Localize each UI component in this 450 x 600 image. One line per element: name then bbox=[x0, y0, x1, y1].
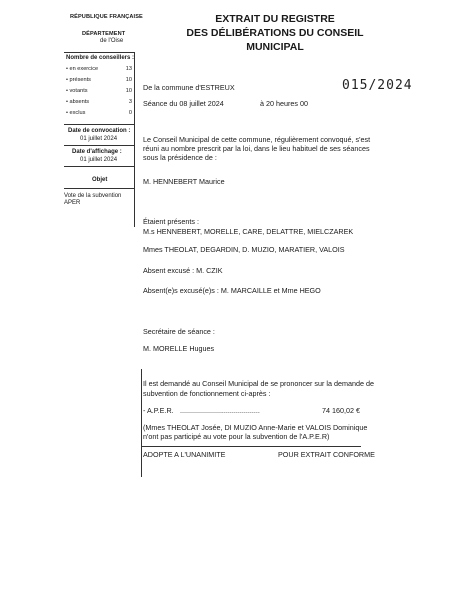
objet-text: Vote de la subvention bbox=[64, 193, 122, 199]
objet-text: APER bbox=[64, 200, 81, 206]
document-number: 015/2024 bbox=[342, 78, 413, 93]
subvention-amount: 74 160,02 € bbox=[322, 406, 360, 415]
presents-list: M.s HENNEBERT, MORELLE, CARE, DELATTRE, MIELCZAREK bbox=[143, 227, 354, 236]
sidebar-rule bbox=[64, 188, 134, 189]
note-text: n'ont pas participé au vote pour la subvention de l'A.P.E.R) bbox=[143, 432, 330, 441]
seance-date: Séance du 08 juillet 2024 bbox=[143, 99, 224, 108]
title-line-1: EXTRAIT DU REGISTRE bbox=[215, 13, 335, 25]
affichage-date: 01 juillet 2024 bbox=[80, 157, 118, 163]
sidebar-rule bbox=[64, 166, 134, 167]
count-row: • présents 10 bbox=[66, 77, 132, 83]
secretaire-label: Secrétaire de séance : bbox=[143, 327, 215, 336]
subvention-leader: ........................................ bbox=[180, 406, 260, 415]
affichage-label: Date d'affichage : bbox=[72, 149, 122, 155]
department-label: DÉPARTEMENT bbox=[82, 31, 126, 37]
body-bottom-rule bbox=[141, 446, 361, 447]
demande-text: Il est demandé au Conseil Municipal de se prononcer sur la demande de bbox=[143, 379, 374, 388]
president-name: M. HENNEBERT Maurice bbox=[143, 177, 225, 186]
department-name: de l'Oise bbox=[100, 38, 124, 44]
absent-excuse: Absent excusé : M. CZIK bbox=[143, 266, 223, 275]
title-line-2: DES DÉLIBÉRATIONS DU CONSEIL bbox=[186, 27, 364, 39]
convocation-date: 01 juillet 2024 bbox=[80, 136, 118, 142]
count-row: • absents 3 bbox=[66, 99, 132, 105]
objet-label: Objet bbox=[92, 177, 108, 183]
extrait-label: POUR EXTRAIT CONFORME bbox=[278, 450, 375, 459]
commune-line: De la commune d'ESTREUX bbox=[143, 83, 235, 92]
sidebar-top-rule bbox=[64, 52, 134, 53]
convocation-label: Date de convocation : bbox=[68, 128, 131, 134]
seance-heure: à 20 heures 00 bbox=[260, 99, 308, 108]
intro-text: Le Conseil Municipal de cette commune, régulièrement convoqué, s'est bbox=[143, 135, 371, 144]
secretaire-name: M. MORELLE Hugues bbox=[143, 344, 215, 353]
count-row: • exclus 0 bbox=[66, 110, 132, 116]
subvention-item: - A.P.E.R. bbox=[143, 406, 174, 415]
sidebar-divider bbox=[134, 52, 135, 227]
presents-label: Étaient présents : bbox=[143, 217, 199, 226]
republic-label: RÉPUBLIQUE FRANÇAISE bbox=[70, 14, 143, 20]
councillors-heading: Nombre de conseillers : bbox=[66, 55, 135, 61]
demande-text: subvention de fonctionnement ci-après : bbox=[143, 389, 271, 398]
body-margin-rule bbox=[141, 369, 142, 477]
absents-excuses: Absent(e)s excusé(e)s : M. MARCAILLE et Mme HEGO bbox=[143, 286, 321, 295]
adopte-label: ADOPTE A L'UNANIMITE bbox=[143, 450, 226, 459]
count-row: • en exercice 13 bbox=[66, 66, 132, 72]
note-text: (Mmes THEOLAT Josée, DI MUZIO Anne-Marie et VALOIS Dominique bbox=[143, 423, 368, 432]
count-row: • votants 10 bbox=[66, 88, 132, 94]
intro-text: sous la présidence de : bbox=[143, 153, 217, 162]
title-line-3: MUNICIPAL bbox=[246, 41, 304, 53]
presents-list: Mmes THEOLAT, DEGARDIN, D. MUZIO, MARATIER, VALOIS bbox=[143, 245, 345, 254]
sidebar-rule bbox=[64, 145, 134, 146]
sidebar-rule bbox=[64, 124, 134, 125]
document-title bbox=[170, 12, 380, 54]
intro-text: réuni au nombre prescrit par la loi, dans le lieu habituel de ses séances bbox=[143, 144, 370, 153]
